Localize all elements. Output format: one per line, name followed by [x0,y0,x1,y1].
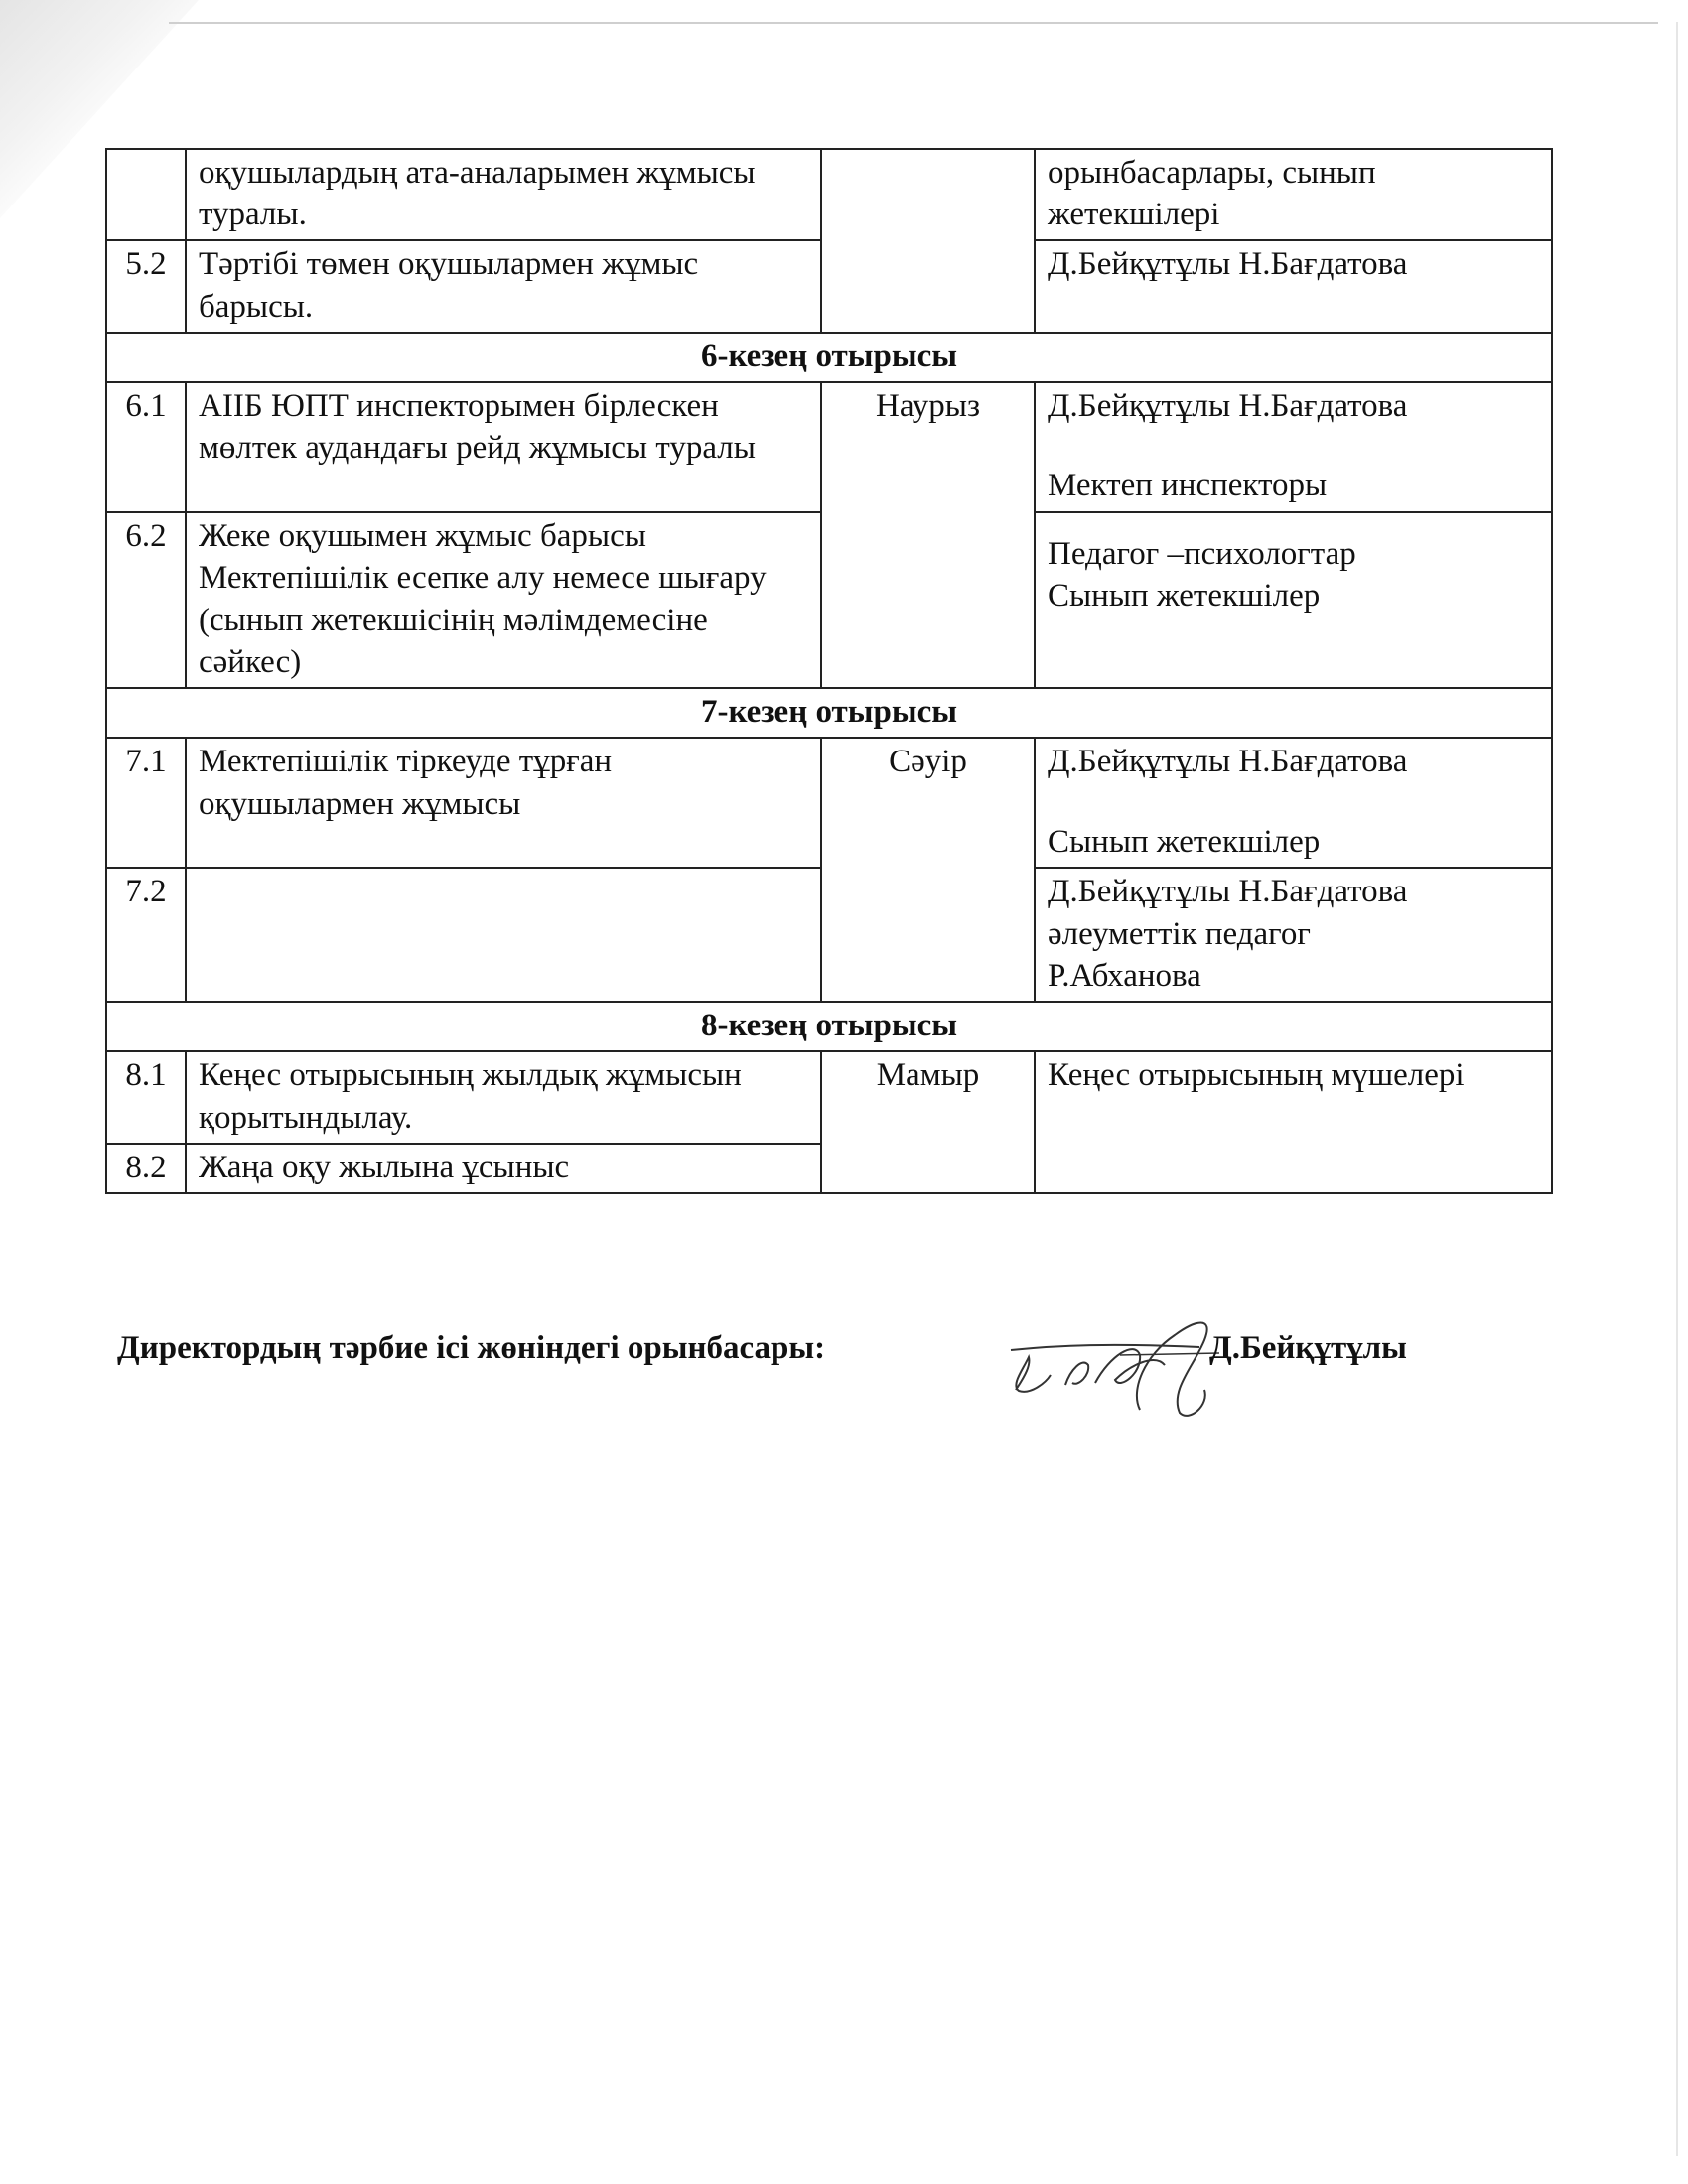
topic-line: Мектепішілік есепке алу немесе шығару (сынып жетекшісінің мәлімдемесіне сәйкес) [199,560,767,680]
row-number: 8.2 [106,1144,186,1193]
responsible-line: Д.Бейқұтұлы Н.Бағдатова [1048,744,1408,780]
row-responsible: орынбасарлары, сынып жетекшілері [1035,149,1552,240]
table-row [106,738,1552,868]
row-number: 7.2 [106,868,186,1002]
responsible-line: Педагог –психологтар [1048,536,1356,573]
scan-edge-top [169,22,1658,24]
row-responsible [1035,738,1552,868]
row-topic: оқушылардың ата-аналарымен жұмысы туралы. [186,149,821,240]
topic-line: Жеке оқушымен жұмыс барысы [199,518,646,555]
row-responsible [1035,868,1552,1002]
row-number: 6.2 [106,512,186,688]
row-number [106,149,186,240]
row-responsible: Д.Бейқұтұлы Н.Бағдатова [1035,240,1552,332]
row-number: 7.1 [106,738,186,868]
row-topic: Мектепішілік тіркеуде тұрған оқушылармен жұмысы [186,738,821,868]
row-topic [186,512,821,688]
stage-6-header: 6-кезең отырысы [106,333,1552,382]
row-number: 8.1 [106,1051,186,1143]
responsible-line: Мектеп инспекторы [1048,468,1328,504]
table-row [106,382,1552,512]
row-topic: Тәртібі төмен оқушылармен жұмыс барысы. [186,240,821,332]
responsible-line: Д.Бейқұтұлы Н.Бағдатова [1048,388,1408,425]
row-responsible [1035,382,1552,512]
table-row [106,1051,1552,1143]
stage-header-row [106,1002,1552,1051]
row-responsible: Кеңес отырысының мүшелері [1035,1051,1552,1193]
signature-title: Директордың тәрбие ісі жөніндегі орынбасары: [117,1330,826,1366]
responsible-line: Д.Бейқұтұлы Н.Бағдатова [1048,874,1408,910]
responsible-line: Сынып жетекшілер [1048,823,1321,860]
scan-edge-right [1676,22,1678,2156]
responsible-line: Р.Абханова [1048,957,1201,994]
row-responsible [1035,512,1552,688]
table-row [106,149,1552,240]
row-topic [186,868,821,1002]
row-month: Мамыр [821,1051,1035,1193]
row-month: Сәуір [821,738,1035,1002]
stage-header-row [106,688,1552,738]
responsible-line: әлеуметтік педагог [1048,915,1311,952]
row-number: 5.2 [106,240,186,332]
stage-8-header: 8-кезең отырысы [106,1002,1552,1051]
row-topic: АІІБ ЮПТ инспекторымен бірлескен мөлтек аудандағы рейд жұмысы туралы [186,382,821,512]
stage-header-row [106,333,1552,382]
signature-name: Д.Бейқұтұлы [1209,1330,1407,1366]
plan-table [105,148,1553,1194]
row-topic: Кеңес отырысының жылдық жұмысын қорытындылау. [186,1051,821,1143]
responsible-line: Сынып жетекшілер [1048,578,1321,614]
row-month: Наурыз [821,382,1035,688]
stage-7-header: 7-кезең отырысы [106,688,1552,738]
signature-block [117,1315,1547,1425]
row-month [821,149,1035,333]
row-number: 6.1 [106,382,186,512]
row-topic: Жаңа оқу жылына ұсыныс [186,1144,821,1193]
